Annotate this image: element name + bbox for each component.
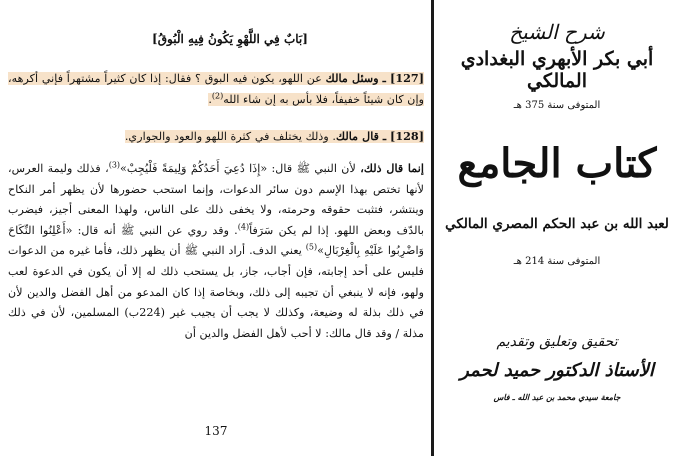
highlight-127	[8, 72, 424, 106]
para-lead-127: وسئل مالك	[325, 71, 379, 85]
editor-name: الأستاذ الدكتور حميد لحمر	[460, 360, 654, 381]
para-end-127: .	[208, 92, 212, 106]
author-name: لعبد الله بن عبد الحكم المصري المالكي	[445, 216, 669, 232]
book-title: كتاب الجامع	[457, 140, 657, 187]
commentary-text-4: يعني الدف. أراد النبي ﷺ أن يظهر ذلك، فأما غيره من الدعوات فليس على أحد إجابته، فإن أجاب، جاز، بل يستحب ذلك له إلا أن يكون في الدعوة لعب ولهو، فإنه لا ينبغي أن تجيبه إلى ذلك، وبخاصة إذا كان المدعو من أهل الفضل والدين لأن في ذلك بذلة له وضيعة، وكذلك لا يجب أن يجيب غير (224ب) المسلمين، لأن في ذلك مذلة / وقد قال مالك: لا أحب لأهل الفضل والدين أن	[8, 244, 424, 340]
page-right	[434, 0, 680, 456]
commentary-text-3: . وقد روي عن النبي ﷺ أنه قال: «أَعْلِنُوا النِّكَاحَ وَاضْرِبُوا عَلَيْهِ بِالْغِرْبَالِ»	[8, 223, 424, 258]
bracket-open: [	[302, 32, 308, 46]
para-text-128: . وذلك يختلف في كثرة اللهو والعود والجواري.	[124, 130, 336, 143]
sharh-heading: شرح الشيخ	[509, 20, 605, 44]
footnote-ref-4: (4)	[237, 222, 250, 232]
footnote-ref-3: (3)	[108, 160, 121, 170]
chapter-title-text: بَابٌ فِي اللَّهْوِ يَكُونُ فِيهِ الْبُوقُ	[157, 32, 303, 46]
commentary-lead: إنما قال ذلك،	[360, 161, 424, 175]
footnote-ref-5: (5)	[305, 242, 318, 252]
footnote-ref-2: (2)	[211, 90, 224, 100]
commentary-text	[8, 158, 424, 344]
para-dash-128: ـ	[378, 129, 391, 143]
chapter-title	[150, 28, 310, 50]
page-number: 137	[204, 424, 228, 438]
para-text-127: عن اللهو، يكون فيه البوق ؟ فقال: إذا كان كثيراً مشتهراً فإني أكرهه، وإن كان شيئاً خفيفاً، فلا بأس به إن شاء الله	[8, 72, 424, 106]
highlight-128	[125, 130, 424, 143]
paragraph-128	[8, 126, 424, 148]
author-death-date: المتوفى سنة 214 هـ	[513, 256, 601, 267]
para-number-127: [127]	[390, 71, 424, 85]
university-name: جامعة سيدي محمد بن عبد الله ـ فاس	[493, 392, 621, 402]
para-dash-127: ـ	[378, 71, 391, 85]
paragraph-127	[8, 68, 424, 110]
editing-credit-label: تحقيق وتعليق وتقديم	[496, 334, 618, 350]
commentator-death-date: المتوفى سنة 375 هـ	[513, 100, 601, 111]
commentary-text-1: لأن النبي ﷺ قال: «إِذَا دُعِيَ أَحَدُكُمْ وَلِيمَةً فَلْيُجِبْ»	[120, 162, 361, 175]
para-lead-128: قال مالك	[335, 129, 379, 143]
commentator-name: أبي بكر الأبهري البغدادي المالكي	[460, 48, 654, 92]
para-number-128: [128]	[390, 129, 424, 143]
commentary-text-2: ، فذلك وليمة العرس، لأنها تختص بهذا الإسم دون سائر الدعوات، وإنما استحب حضورها لأن يظهر أمر النكاح وينتشر، فتثبت حقوقه وحرمته، ولا يخفى ذلك على الناس، ولهذا المعنى أجيز، فيضرب بالدّف وبعض اللهو. إذا لم يكن سَرَفاً	[8, 162, 425, 237]
bracket-close: ]	[152, 32, 158, 46]
